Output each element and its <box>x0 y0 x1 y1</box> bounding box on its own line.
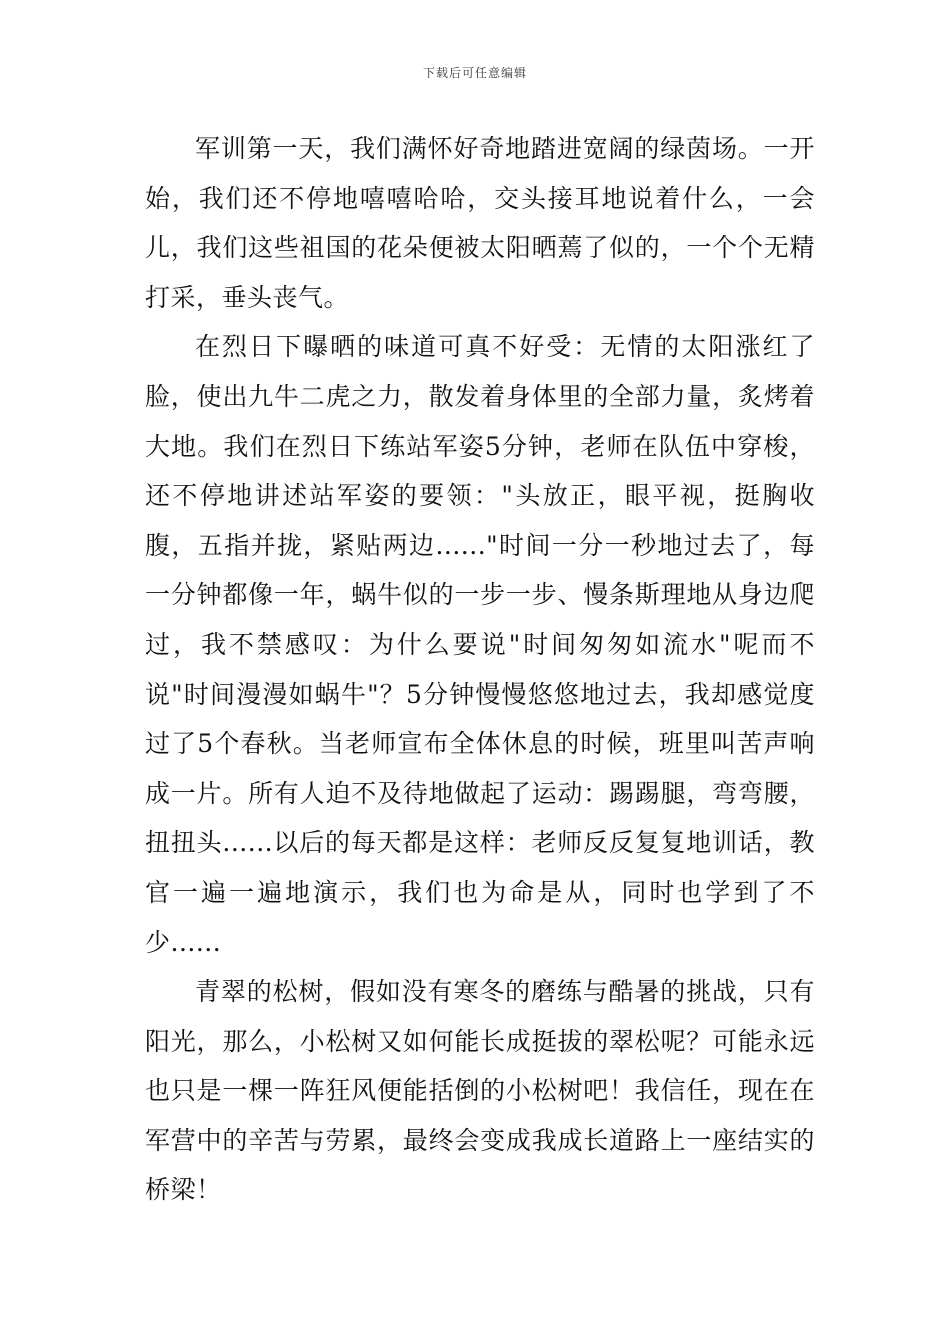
paragraph: 军训第一天，我们满怀好奇地踏进宽阔的绿茵场。一开始，我们还不停地嘻嘻哈哈，交头接耳地说着什么，一会儿，我们这些祖国的花朵便被太阳晒蔫了似的，一个个无精打采，垂头丧气。 <box>145 134 815 312</box>
page-header: 下载后可任意编辑 <box>422 66 527 80</box>
document-body <box>145 124 815 1215</box>
paragraph: 青翠的松树，假如没有寒冬的磨练与酷暑的挑战，只有阳光，那么，小松树又如何能长成挺拔的翠松呢？可能永远也只是一棵一阵狂风便能括倒的小松树吧！我信任，现在在军营中的辛苦与劳累，最终会变成我成长道路上一座结实的桥梁！ <box>145 977 815 1205</box>
paragraph: 在烈日下曝晒的味道可真不好受：无情的太阳涨红了脸，使出九牛二虎之力，散发着身体里的全部力量，炙烤着大地。我们在烈日下练站军姿5分钟，老师在队伍中穿梭，还不停地讲述站军姿的要领："头放正，眼平视，挺胸收腹，五指并拢，紧贴两边......"时间一分一秒地过去了，每一分钟都像一年，蜗牛似的一步一步、慢条斯理地从身边爬过，我不禁感叹：为什么要说"时间匆匆如流水"呢而不说"时间漫漫如蜗牛"？5分钟慢慢悠悠地过去，我却感觉度过了5个春秋。当老师宣布全体休息的时候，班里叫苦声响成一片。所有人迫不及待地做起了运动：踢踢腿，弯弯腰，扭扭头......以后的每天都是这样：老师反反复复地训话，教官一遍一遍地演示，我们也为命是从，同时也学到了不少...... <box>145 332 815 957</box>
